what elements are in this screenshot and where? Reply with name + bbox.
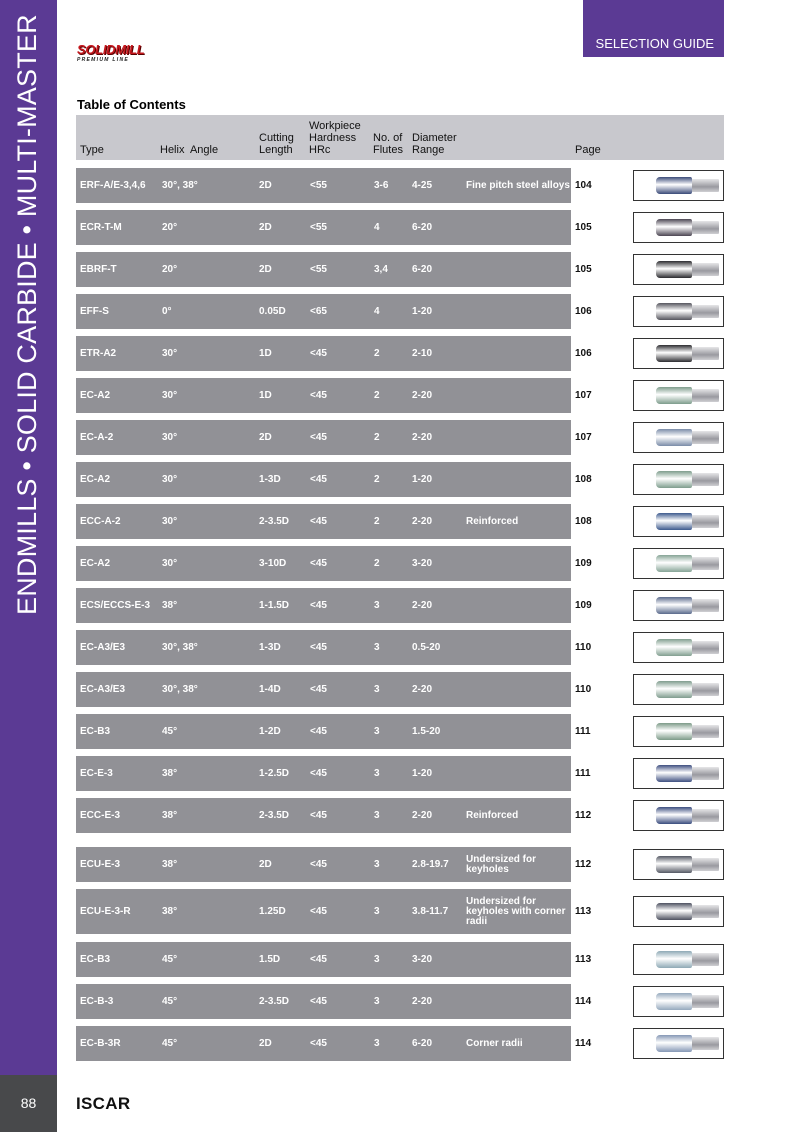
page-reference: 111 [575,726,591,737]
page-reference: 112 [575,810,592,821]
table-row [76,672,571,707]
cell-type: ECC-A-2 [80,516,121,527]
selection-guide-label: SELECTION GUIDE [595,36,714,51]
three-flute-endmill-icon [633,590,724,621]
table-row [76,942,571,977]
cell-helix: 30°, 38° [162,684,198,695]
cell-diameter: 3-20 [412,558,433,569]
col-hardness: Workpiece Hardness HRc [309,120,361,156]
cell-helix: 0° [162,306,172,317]
cell-type: ECC-E-3 [80,810,121,821]
three-flute-endmill-icon [633,800,724,831]
logo-subtitle: PREMIUM LINE [77,57,129,63]
page-reference: 110 [575,684,592,695]
cell-flutes: 4 [374,222,380,233]
page-reference: 107 [575,390,592,401]
page-reference: 108 [575,474,592,485]
page-reference: 109 [575,558,592,569]
cell-helix: 30° [162,558,178,569]
cell-diameter: 6-20 [412,222,433,233]
cell-type: EC-B-3 [80,996,114,1007]
cell-length: 2-3.5D [259,516,290,527]
cell-length: 2-3.5D [259,996,290,1007]
cell-note [466,378,570,413]
cell-flutes: 3 [374,726,380,737]
page-reference: 111 [575,768,591,779]
cell-hardness: <45 [310,684,327,695]
cell-length: 2D [259,1038,272,1049]
cell-note: Undersized for keyholes [466,853,537,875]
page-reference: 105 [575,264,592,275]
cell-length: 1-1.5D [259,600,290,611]
page-reference: 106 [575,348,592,359]
cell-length: 1D [259,348,272,359]
cell-diameter: 2-20 [412,810,433,821]
cell-type: ECS/ECCS-E-3 [80,600,151,611]
cell-hardness: <45 [310,432,327,443]
cell-hardness: <45 [310,906,327,917]
two-flute-endmill-icon [633,464,724,495]
cell-helix: 38° [162,810,178,821]
cell-hardness: <55 [310,222,327,233]
table-row [76,984,571,1019]
cell-flutes: 2 [374,348,380,359]
cell-helix: 30° [162,432,178,443]
logo-wordmark: SOLIDMILL [77,42,145,57]
cell-helix: 38° [162,859,178,870]
cell-diameter: 2-20 [412,390,433,401]
cell-type: EC-B-3R [80,1038,121,1049]
cell-type: EC-A2 [80,558,111,569]
col-page: Page [575,144,601,156]
rougher-endmill-icon [633,212,724,243]
cell-diameter: 2-20 [412,516,433,527]
cell-helix: 38° [162,906,178,917]
table-row [76,588,571,623]
rougher-endmill-icon [633,254,724,285]
cell-note [466,714,570,749]
table-row [76,168,571,203]
cell-hardness: <45 [310,474,327,485]
cell-diameter: 1.5-20 [412,726,441,737]
solidmill-logo [77,43,144,63]
cell-length: 3-10D [259,558,287,569]
cell-flutes: 2 [374,516,380,527]
cell-hardness: <45 [310,516,327,527]
cell-note: Corner radii [466,1037,523,1049]
cell-type: EC-A-2 [80,432,114,443]
cell-helix: 30° [162,348,178,359]
cell-length: 1.5D [259,954,281,965]
cell-hardness: <45 [310,810,327,821]
col-helix: Helix Angle [160,144,219,156]
cell-type: EBRF-T [80,264,117,275]
cell-helix: 30° [162,516,178,527]
cell-helix: 38° [162,600,178,611]
cell-type: EC-A3/E3 [80,684,126,695]
three-flute-endmill-icon [633,716,724,747]
cell-length: 2D [259,432,272,443]
cell-flutes: 3 [374,684,380,695]
fast-feed-endmill-icon [633,296,724,327]
cell-flutes: 3-6 [374,180,389,191]
cell-type: EC-B3 [80,954,111,965]
two-flute-endmill-icon [633,548,724,579]
cell-hardness: <45 [310,726,327,737]
page-reference: 109 [575,600,592,611]
three-flute-endmill-icon [633,632,724,663]
table-row [76,1026,571,1061]
cell-helix: 45° [162,1038,178,1049]
cell-note: Reinforced [466,809,519,821]
two-flute-endmill-icon [633,380,724,411]
cell-diameter: 1-20 [412,306,433,317]
cell-note [466,420,570,455]
cell-flutes: 3 [374,600,380,611]
col-cutting-length: Cutting Length [259,132,294,156]
cell-type: ECR-T-M [80,222,122,233]
cell-diameter: 6-20 [412,264,433,275]
cell-length: 2-3.5D [259,810,290,821]
col-type: Type [80,144,104,156]
cell-hardness: <65 [310,306,327,317]
iscar-logo: ISCAR [76,1094,131,1113]
high-helix-endmill-icon [633,1028,724,1059]
cell-note: Undersized for keyholes with corner radii [466,895,566,927]
three-flute-endmill-icon [633,674,724,705]
cell-type: ECU-E-3 [80,859,121,870]
col-diameter: Diameter Range [412,132,457,156]
cell-flutes: 3 [374,996,380,1007]
table-row [76,294,571,329]
cell-type: EC-A3/E3 [80,642,126,653]
table-row [76,252,571,287]
cell-length: 1-3D [259,642,281,653]
page-reference: 108 [575,516,592,527]
table-row [76,889,571,934]
cell-length: 1-3D [259,474,281,485]
cell-length: 2D [259,180,272,191]
cell-type: EC-B3 [80,726,111,737]
cell-hardness: <55 [310,264,327,275]
page-number: 88 [20,1095,37,1111]
cell-note [466,294,570,329]
cell-flutes: 3 [374,810,380,821]
table-row [76,462,571,497]
cell-note [466,336,570,371]
cell-note: Reinforced [466,515,519,527]
cell-note [466,756,570,791]
table-row [76,210,571,245]
sidebar [0,0,57,1132]
cell-helix: 45° [162,726,178,737]
cell-diameter: 2.8-19.7 [412,859,449,870]
cell-hardness: <55 [310,180,327,191]
cell-diameter: 1-20 [412,474,433,485]
table-row [76,420,571,455]
cell-note [466,252,570,287]
cell-helix: 30°, 38° [162,642,198,653]
cell-diameter: 2-20 [412,996,433,1007]
cell-hardness: <45 [310,390,327,401]
cell-helix: 30° [162,474,178,485]
cell-diameter: 1-20 [412,768,433,779]
page-reference: 114 [575,1038,592,1049]
cell-flutes: 3 [374,768,380,779]
cell-flutes: 3 [374,954,380,965]
cell-note [466,630,570,665]
cell-diameter: 2-20 [412,600,433,611]
cell-note [466,210,570,245]
cell-length: 2D [259,222,272,233]
cell-note [466,984,570,1019]
cell-hardness: <45 [310,768,327,779]
cell-note [466,588,570,623]
cell-helix: 30°, 38° [162,180,198,191]
cell-flutes: 3 [374,859,380,870]
undersized-endmill-icon [633,896,724,927]
undersized-endmill-icon [633,849,724,880]
cell-flutes: 2 [374,474,380,485]
cell-hardness: <45 [310,558,327,569]
cell-helix: 45° [162,996,178,1007]
cell-diameter: 3.8-11.7 [412,906,449,917]
cell-diameter: 2-10 [412,348,433,359]
cell-length: 1.25D [259,906,286,917]
page-reference: 106 [575,306,592,317]
cell-note [466,672,570,707]
cell-type: EC-A2 [80,390,111,401]
cell-hardness: <45 [310,1038,327,1049]
cell-type: ETR-A2 [80,348,117,359]
cell-note [466,546,570,581]
cell-diameter: 6-20 [412,1038,433,1049]
cell-length: 0.05D [259,306,286,317]
table-row [76,546,571,581]
page-reference: 114 [575,996,592,1007]
cell-diameter: 4-25 [412,180,433,191]
table-row [76,504,571,539]
cell-type: ECU-E-3-R [80,906,131,917]
cell-flutes: 4 [374,306,380,317]
table-row [76,847,571,882]
table-of-contents-title: Table of Contents [77,97,186,112]
cell-note [466,942,570,977]
cell-helix: 38° [162,768,178,779]
cell-length: 1D [259,390,272,401]
cell-diameter: 3-20 [412,954,433,965]
cell-note [466,462,570,497]
cell-helix: 30° [162,390,178,401]
cell-hardness: <45 [310,859,327,870]
cell-length: 2D [259,859,272,870]
table-row [76,756,571,791]
cell-length: 1-2.5D [259,768,290,779]
cell-hardness: <45 [310,642,327,653]
three-flute-endmill-icon [633,758,724,789]
cell-hardness: <45 [310,996,327,1007]
cell-flutes: 3 [374,642,380,653]
cell-helix: 20° [162,264,178,275]
high-helix-endmill-icon [633,986,724,1017]
two-flute-endmill-icon [633,422,724,453]
cell-diameter: 2-20 [412,684,433,695]
cell-flutes: 2 [374,558,380,569]
cell-helix: 45° [162,954,178,965]
table-row [76,630,571,665]
table-row [76,714,571,749]
page-reference: 113 [575,954,592,965]
cell-hardness: <45 [310,600,327,611]
cell-type: EC-E-3 [80,768,113,779]
cell-length: 1-2D [259,726,281,737]
page-reference: 104 [575,180,592,191]
table-row [76,798,571,833]
cell-hardness: <45 [310,348,327,359]
cell-type: EC-A2 [80,474,111,485]
cell-diameter: 2-20 [412,432,433,443]
cell-type: EFF-S [80,306,109,317]
cell-length: 2D [259,264,272,275]
page-reference: 105 [575,222,592,233]
table-header [76,115,724,160]
cell-length: 1-4D [259,684,281,695]
table-row [76,336,571,371]
page-reference: 110 [575,642,592,653]
cell-flutes: 2 [374,390,380,401]
cell-diameter: 0.5-20 [412,642,441,653]
table-row [76,378,571,413]
cell-flutes: 3 [374,906,380,917]
cell-hardness: <45 [310,954,327,965]
serrated-endmill-icon [633,170,724,201]
page-reference: 107 [575,432,592,443]
sidebar-title: ENDMILLS • SOLID CARBIDE • MULTI-MASTER [12,14,42,615]
ball-nose-endmill-icon [633,338,724,369]
high-helix-endmill-icon [633,944,724,975]
cell-type: ERF-A/E-3,4,6 [80,180,146,191]
cell-note: Fine pitch steel alloys [466,179,570,191]
page-reference: 113 [575,906,592,917]
page-reference: 112 [575,859,592,870]
cell-flutes: 3,4 [374,264,388,275]
cell-flutes: 2 [374,432,380,443]
selection-guide-tab [583,0,724,57]
two-flute-endmill-icon [633,506,724,537]
cell-flutes: 3 [374,1038,380,1049]
cell-helix: 20° [162,222,178,233]
col-flutes: No. of Flutes [373,132,403,156]
